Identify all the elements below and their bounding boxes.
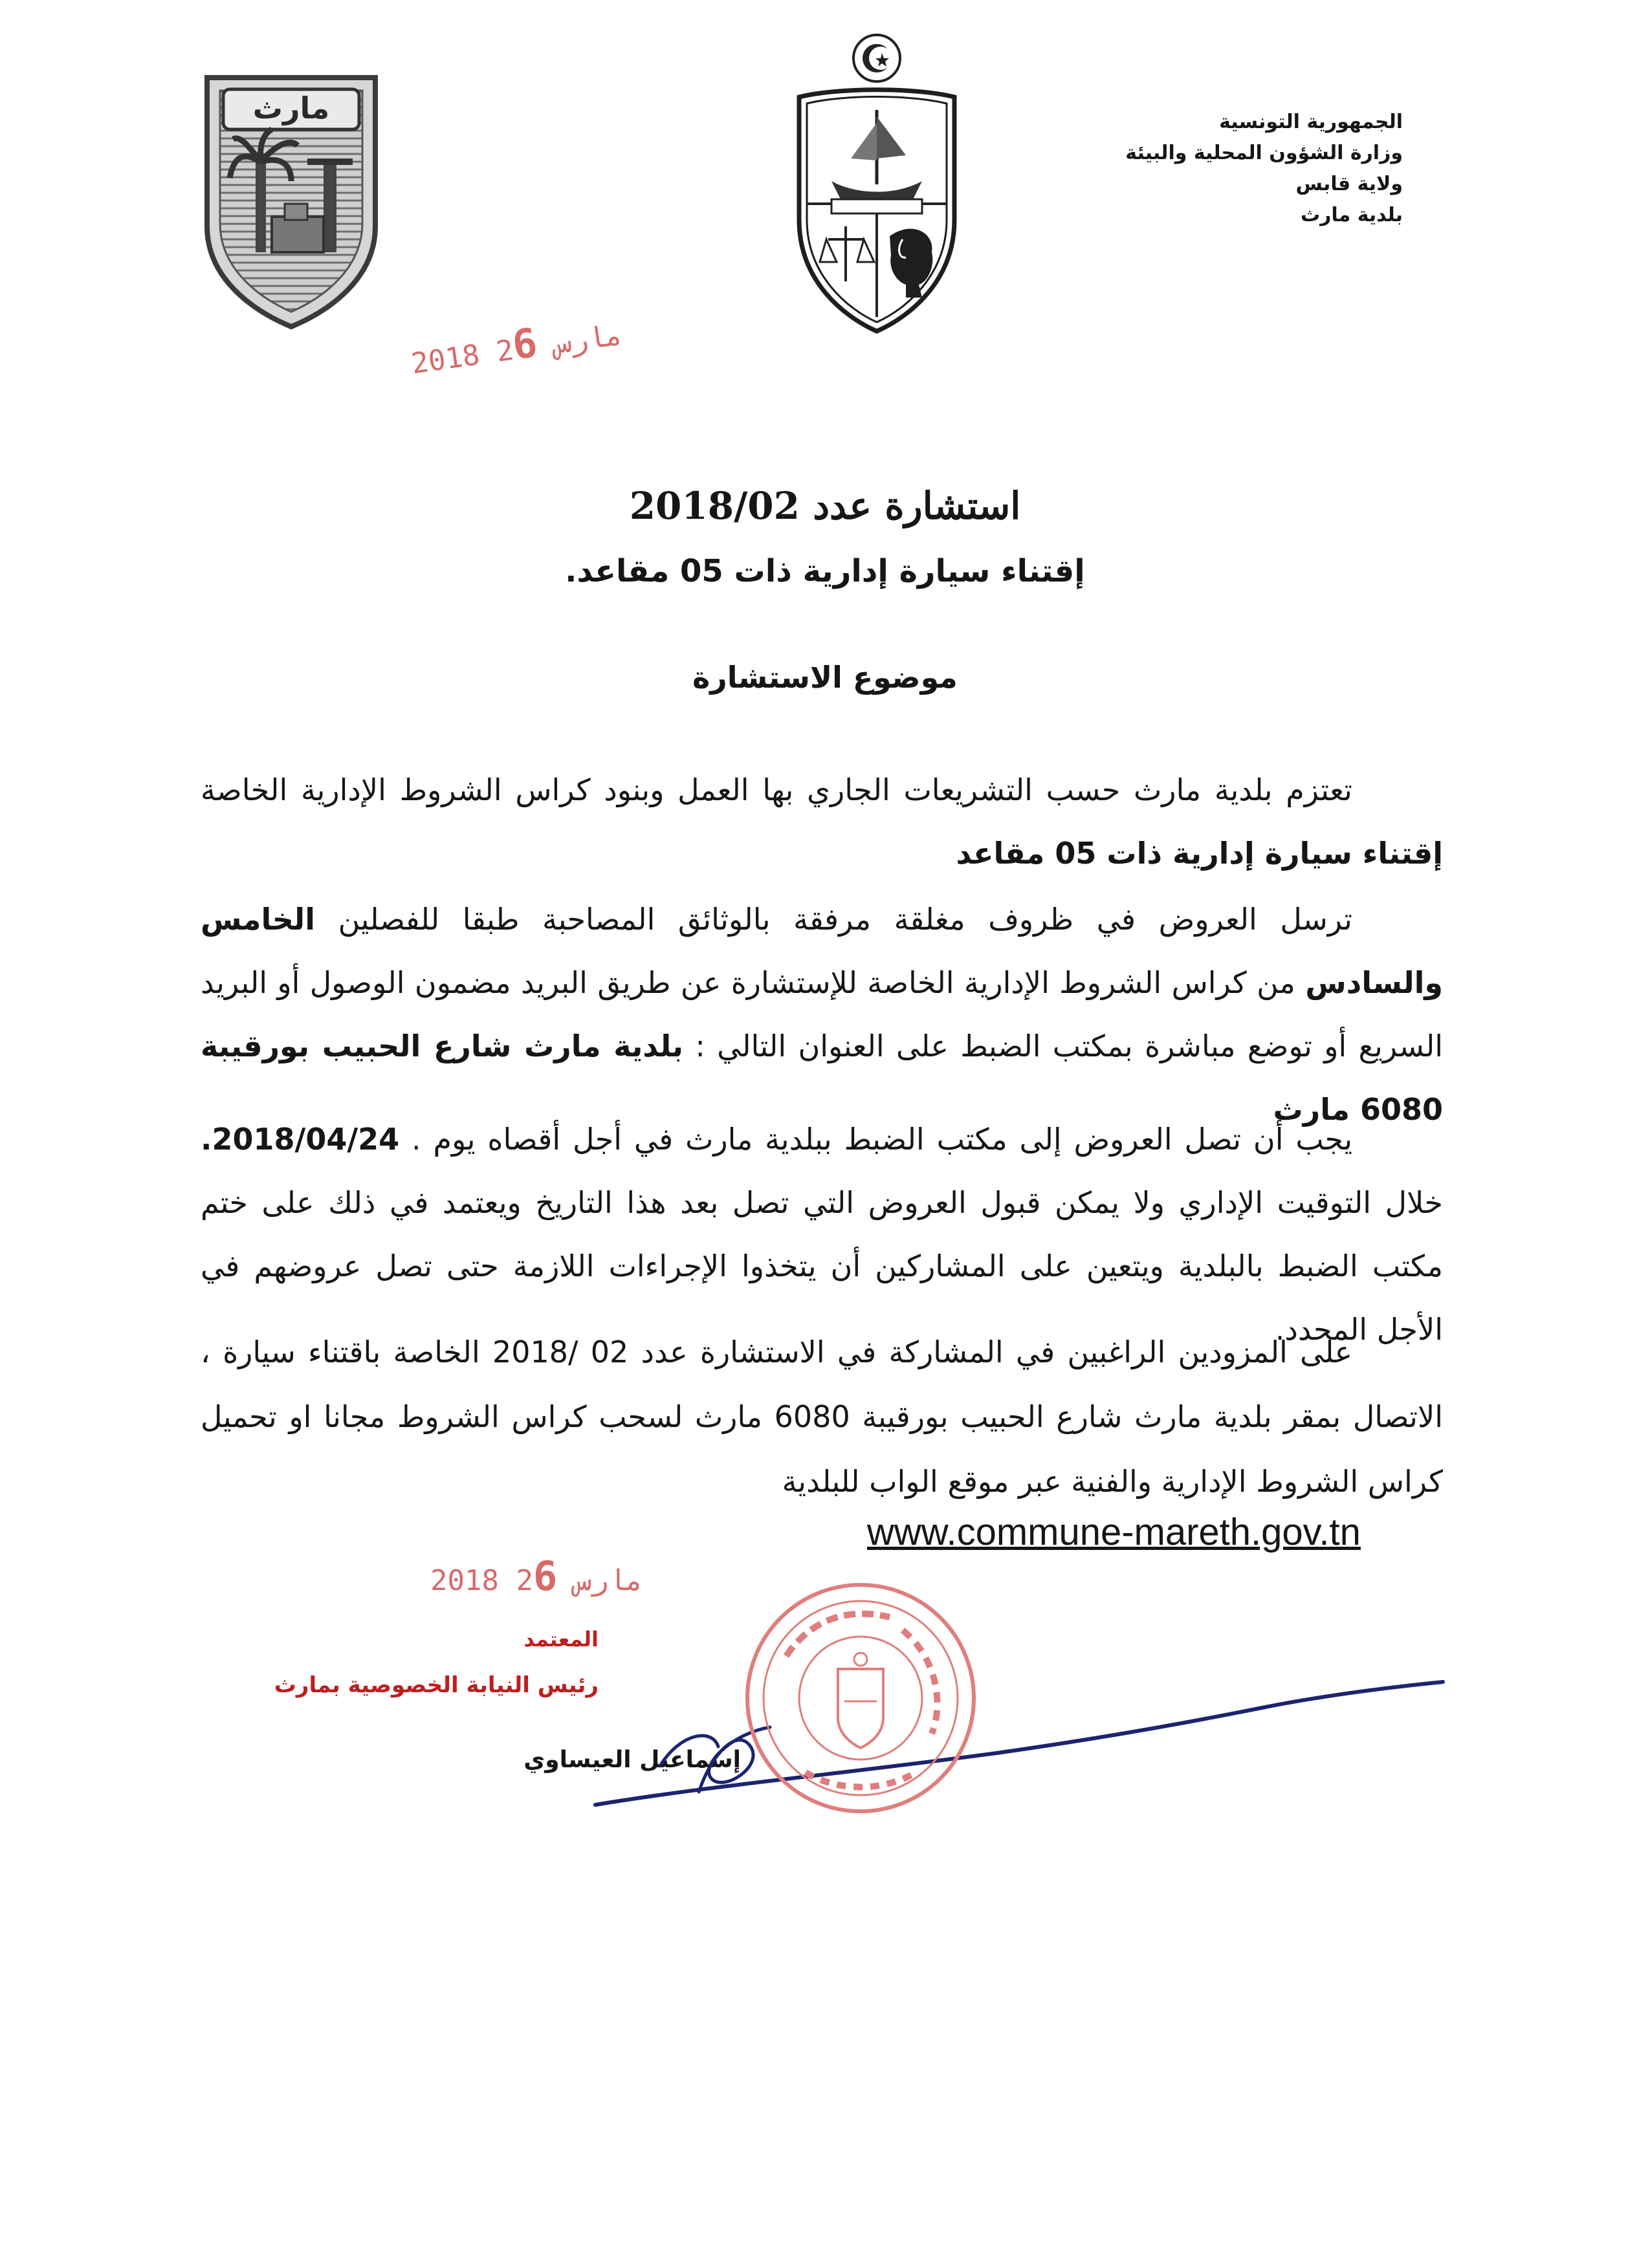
p2-address: بلدية مارث شارع الحبيب بورقيبة 6080 مارث: [201, 1029, 1443, 1127]
header-line-governorate: ولاية قابس: [1295, 173, 1403, 195]
p2-text-c: من كراس الشروط الإدارية الخاصة للإستشارة عن طريق البريد مضمون الوصول أو البريد السريع أو توضع مباشرة بمكتب الضبط على العنوان التالي :: [201, 965, 1443, 1063]
consultation-title: استشارة عدد 2018/02: [629, 484, 1021, 528]
tunisia-coat-of-arms-icon: [773, 26, 980, 336]
bottom-date-stamp-text: 2018 مارس 2: [430, 1564, 643, 1597]
paragraph-1: [201, 758, 1443, 885]
header-line-municipality: بلدية مارث: [1301, 204, 1403, 226]
paragraph-2: [201, 888, 1443, 1141]
top-date-stamp-digit: 6: [509, 318, 540, 369]
p1-text: تعتزم بلدية مارث حسب التشريعات الجاري بها العمل وبنود كراس الشروط الإدارية الخاصة: [201, 772, 1352, 807]
round-seal-icon: [741, 1578, 980, 1818]
signatory-name: إسماعيل العيساوي: [523, 1747, 741, 1773]
p4-text: على المزودين الراغبين في المشاركة في الاستشارة عدد 02 /2018 الخاصة باقتناء سيارة ، الاتصال بمقر بلدية مارث شارع الحبيب بورقيبة 6080 مارث لسحب كراس الشروط مجانا او تحميل كراس الشروط الإدارية والفنية عبر موقع الواب للبلدية: [201, 1335, 1443, 1499]
crest-text: مارث: [252, 91, 330, 125]
p3-deadline: 2018/04/24.: [201, 1122, 400, 1157]
p2-chapters: الخامس والسادس: [201, 902, 1443, 1000]
handwritten-signature-icon: [582, 1656, 1456, 1850]
bottom-date-stamp-digit: 6: [533, 1553, 558, 1600]
section-heading: موضوع الاستشارة: [692, 660, 958, 695]
p3-text-a: يجب أن تصل العروض إلى مكتب الضبط ببلدية مارث في أجل أقصاه يوم .: [412, 1122, 1352, 1157]
letterhead: [1079, 107, 1403, 231]
signature-role: رئيس النيابة الخصوصية بمارث: [274, 1672, 599, 1698]
header-line-republic: الجمهورية التونسية: [1219, 111, 1403, 133]
paragraph-4: [201, 1320, 1443, 1514]
signature-title: المعتمد: [523, 1627, 599, 1652]
p1-subject: إقتناء سيارة إدارية ذات 05 مقاعد: [956, 836, 1443, 871]
top-date-stamp: [408, 307, 625, 383]
top-date-stamp-text: 2018 مارس 2: [409, 318, 625, 381]
website-link[interactable]: www.commune-mareth.gov.tn: [867, 1511, 1361, 1553]
consultation-subject: إقتناء سيارة إدارية ذات 05 مقاعد.: [565, 553, 1085, 589]
p3-text-c: خلال التوقيت الإداري ولا يمكن قبول العروض التي تصل بعد هذا التاريخ ويعتمد في ذلك على ختم مكتب الضبط بالبلدية ويتعين على المشاركين أن يتخذوا الإجراءات اللازمة حتى تصل عروضهم في الأجل المحدد.: [201, 1185, 1443, 1347]
header-line-ministry: وزارة الشؤون المحلية والبيئة: [1125, 142, 1403, 164]
p2-text-a: ترسل العروض في ظروف مغلقة مرفقة بالوثائق المصاحبة طبقا للفصلين: [338, 902, 1352, 937]
bottom-date-stamp: [430, 1553, 643, 1600]
